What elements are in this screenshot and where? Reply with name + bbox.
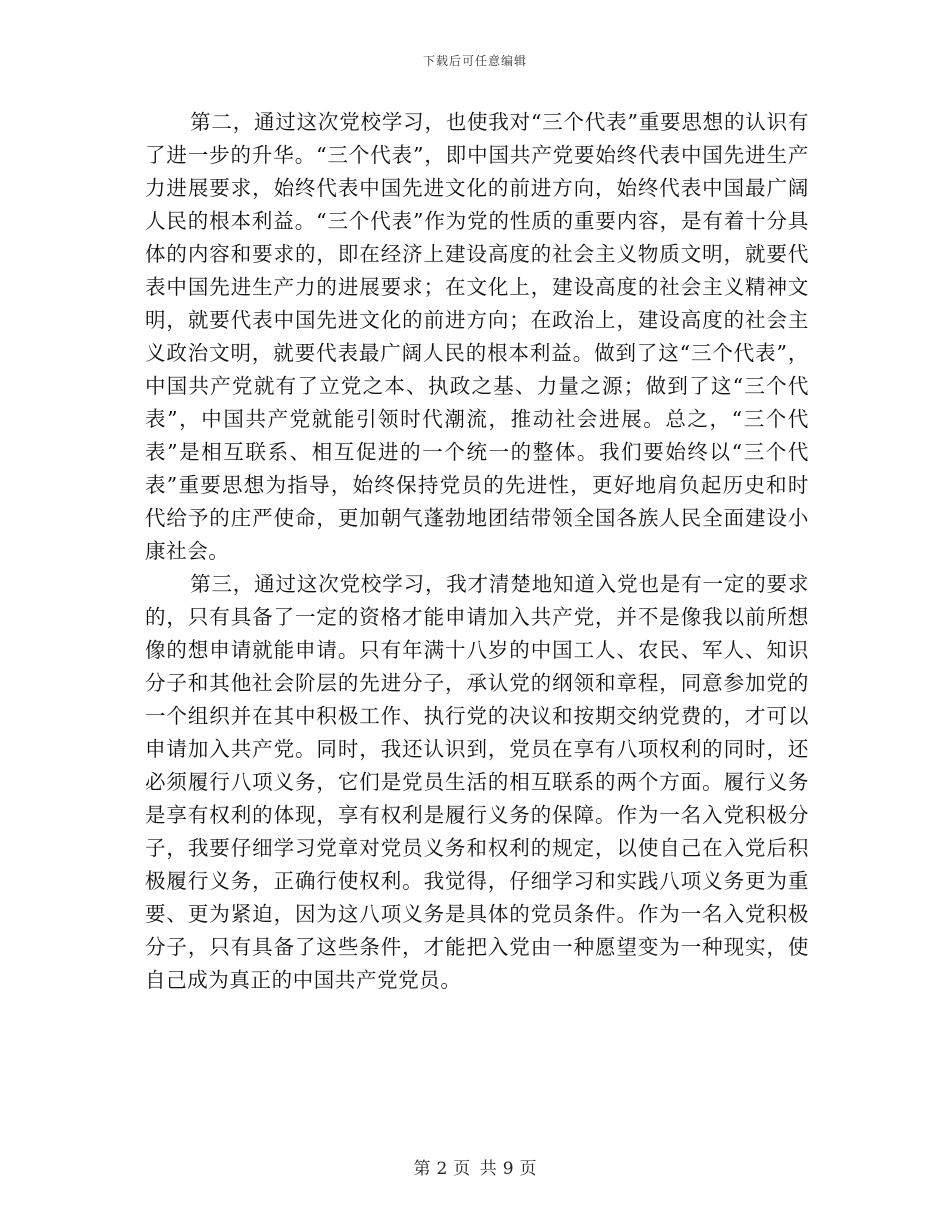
- footer-prefix: 第: [413, 1159, 431, 1179]
- paragraph-second: 第二，通过这次党校学习，也使我对“三个代表”重要思想的认识有了进一步的升华。“三个代表”，即中国共产党要始终代表中国先进生产力进展要求，始终代表中国先进文化的前进方向，始终代表中国最广阔人民的根本利益。“三个代表”作为党的性质的重要内容，是有着十分具体的内容和要求的，即在经济上建设高度的社会主义物质文明，就要代表中国先进生产力的进展要求；在文化上，建设高度的社会主义精神文明，就要代表中国先进文化的前进方向；在政治上，建设高度的社会主义政治文明，就要代表最广阔人民的根本利益。做到了这“三个代表”，中国共产党就有了立党之本、执政之基、力量之源；做到了这“三个代表”，中国共产党就能引领时代潮流，推动社会进展。总之，“三个代表”是相互联系、相互促进的一个统一的整体。我们要始终以“三个代表”重要思想为指导，始终保持党员的先进性，更好地肩负起历史和时代给予的庄严使命，更加朝气蓬勃地团结带领全国各族人民全面建设小康社会。: [145, 110, 809, 563]
- document-body: [145, 106, 809, 997]
- footer-middle: 页 共: [453, 1159, 497, 1179]
- footer-suffix: 页: [519, 1159, 537, 1179]
- page-footer: [0, 1154, 950, 1179]
- footer-total-pages: 9: [502, 1159, 514, 1179]
- page-header-note: 下载后可任意编辑: [422, 54, 527, 68]
- footer-page-number: 2: [436, 1159, 448, 1179]
- paragraph-third: 第三，通过这次党校学习，我才清楚地知道入党也是有一定的要求的，只有具备了一定的资格才能申请加入共产党，并不是像我以前所想像的想申请就能申请。只有年满十八岁的中国工人、农民、军人、知识分子和其他社会阶层的先进分子，承认党的纲领和章程，同意参加党的一个组织并在其中积极工作、执行党的决议和按期交纳党费的，才可以申请加入共产党。同时，我还认识到，党员在享有八项权利的同时，还必须履行八项义务，它们是党员生活的相互联系的两个方面。履行义务是享有权利的体现，享有权利是履行义务的保障。作为一名入党积极分子，我要仔细学习党章对党员义务和权利的规定，以使自己在入党后积极履行义务，正确行使权利。我觉得，仔细学习和实践八项义务更为重要、更为紧迫，因为这八项义务是具体的党员条件。作为一名入党积极分子，只有具备了这些条件，才能把入党由一种愿望变为一种现实，使自己成为真正的中国共产党党员。: [145, 572, 809, 992]
